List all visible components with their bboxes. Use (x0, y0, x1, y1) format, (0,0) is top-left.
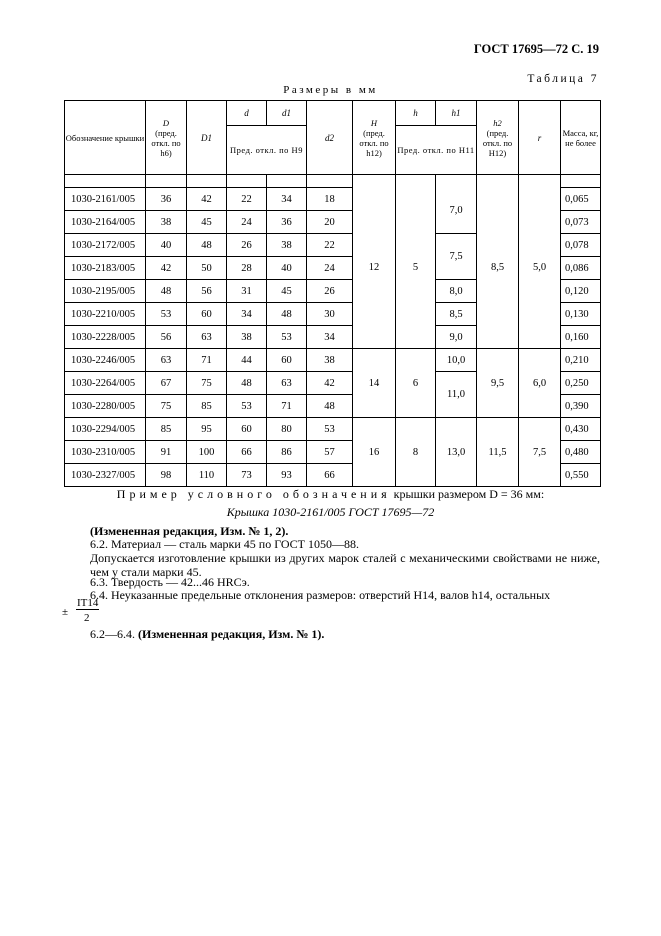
header-h2: h2 (пред. откл. по H12) (477, 101, 519, 175)
table-row: 1030-2280/005 75 85 53 71 48 0,390 (65, 395, 601, 418)
table-row: 1030-2161/005 36 42 22 34 18 12 5 7,0 8,5 5,0 0,065 (65, 188, 601, 211)
header-H: H (пред. откл. по h12) (353, 101, 396, 175)
h1-value: 8,0 (436, 280, 477, 303)
h1-value: 8,5 (436, 303, 477, 326)
group3-h: 8 (396, 418, 436, 487)
fraction-it14 (62, 597, 122, 631)
table-row: 1030-2327/005 98 110 73 93 66 0,550 (65, 464, 601, 487)
dimensions-table (64, 100, 601, 487)
h1-value: 10,0 (436, 349, 477, 372)
group3-H: 16 (353, 418, 396, 487)
fraction-numerator: IT14 (77, 597, 99, 609)
revision-note-2: 6.2—6.4. (Измененная редакция, Изм. № 1). (90, 627, 325, 641)
group1-r: 5,0 (519, 188, 561, 349)
group1-h: 5 (396, 188, 436, 349)
h1-value: 11,0 (436, 372, 477, 418)
header-mass: Масса, кг, не более (561, 101, 601, 175)
group1-H: 12 (353, 188, 396, 349)
header-h1: h1 (436, 101, 477, 126)
example-rest: крышки размером D = 36 мм: (393, 487, 545, 501)
header-D1: D1 (187, 101, 227, 175)
header-h: h (396, 101, 436, 126)
paragraph-6-2: 6.2. Материал — сталь марки 45 по ГОСТ 1050—88. (90, 537, 360, 551)
h1-value: 13,0 (436, 418, 477, 487)
table-row: 1030-2228/005 56 63 38 53 34 9,0 0,160 (65, 326, 601, 349)
header-tolerance-H11: Пред. откл. по H11 (396, 126, 477, 175)
page-header: ГОСТ 17695—72 С. 19 (473, 42, 599, 56)
group1-h2: 8,5 (477, 188, 519, 349)
group3-h2: 11,5 (477, 418, 519, 487)
sizes-caption: Размеры в мм (283, 84, 378, 96)
fraction-denominator: 2 (84, 612, 90, 624)
example-lead: Пример условного обозначения (116, 487, 391, 501)
designation-example (0, 487, 661, 502)
table-row: 1030-2246/005 63 71 44 60 38 14 6 10,0 9,5 6,0 0,210 (65, 349, 601, 372)
paragraph-6-2-note: Допускается изготовление крышки из других марок сталей с механическими свойствами не ниже, чем у стали марки 45. (90, 551, 600, 579)
paragraph-6-3: 6.3. Твердость — 42...46 HRCэ. (90, 575, 250, 589)
table-row: 1030-2164/005 38 45 24 36 20 0,073 (65, 211, 601, 234)
plus-minus-sign: ± (62, 606, 69, 618)
h1-value: 7,0 (436, 188, 477, 234)
header-designation: Обозначение крышки (65, 101, 146, 175)
table-row: 1030-2195/005 48 56 31 45 26 8,0 0,120 (65, 280, 601, 303)
revision-note-1: (Измененная редакция, Изм. № 1, 2). (90, 524, 289, 538)
header-r: r (519, 101, 561, 175)
header-D: D (пред. откл. по h6) (146, 101, 187, 175)
table-row: 1030-2172/005 40 48 26 38 22 7,5 0,078 (65, 234, 601, 257)
example-code: Крышка 1030-2161/005 ГОСТ 17695—72 (226, 505, 435, 519)
table-row: 1030-2264/005 67 75 48 63 42 11,0 0,250 (65, 372, 601, 395)
table-row: 1030-2294/005 85 95 60 80 53 16 8 13,0 11,5 7,5 0,430 (65, 418, 601, 441)
group2-h2: 9,5 (477, 349, 519, 418)
table-row: 1030-2310/005 91 100 66 86 57 0,480 (65, 441, 601, 464)
h1-value: 9,0 (436, 326, 477, 349)
group2-r: 6,0 (519, 349, 561, 418)
header-d2: d2 (307, 101, 353, 175)
group2-h: 6 (396, 349, 436, 418)
group2-H: 14 (353, 349, 396, 418)
h1-value: 7,5 (436, 234, 477, 280)
table-row: 1030-2183/005 42 50 28 40 24 0,086 (65, 257, 601, 280)
paragraph-6-4: 6.4. Неуказанные предельные отклонения размеров: отверстий H14, валов h14, остальных (90, 588, 551, 602)
table-row: 1030-2210/005 53 60 34 48 30 8,5 0,130 (65, 303, 601, 326)
header-tolerance-H9: Пред. откл. по H9 (227, 126, 307, 175)
table-label: Таблица 7 (527, 73, 599, 85)
header-d: d (227, 101, 267, 126)
header-d1: d1 (267, 101, 307, 126)
group3-r: 7,5 (519, 418, 561, 487)
